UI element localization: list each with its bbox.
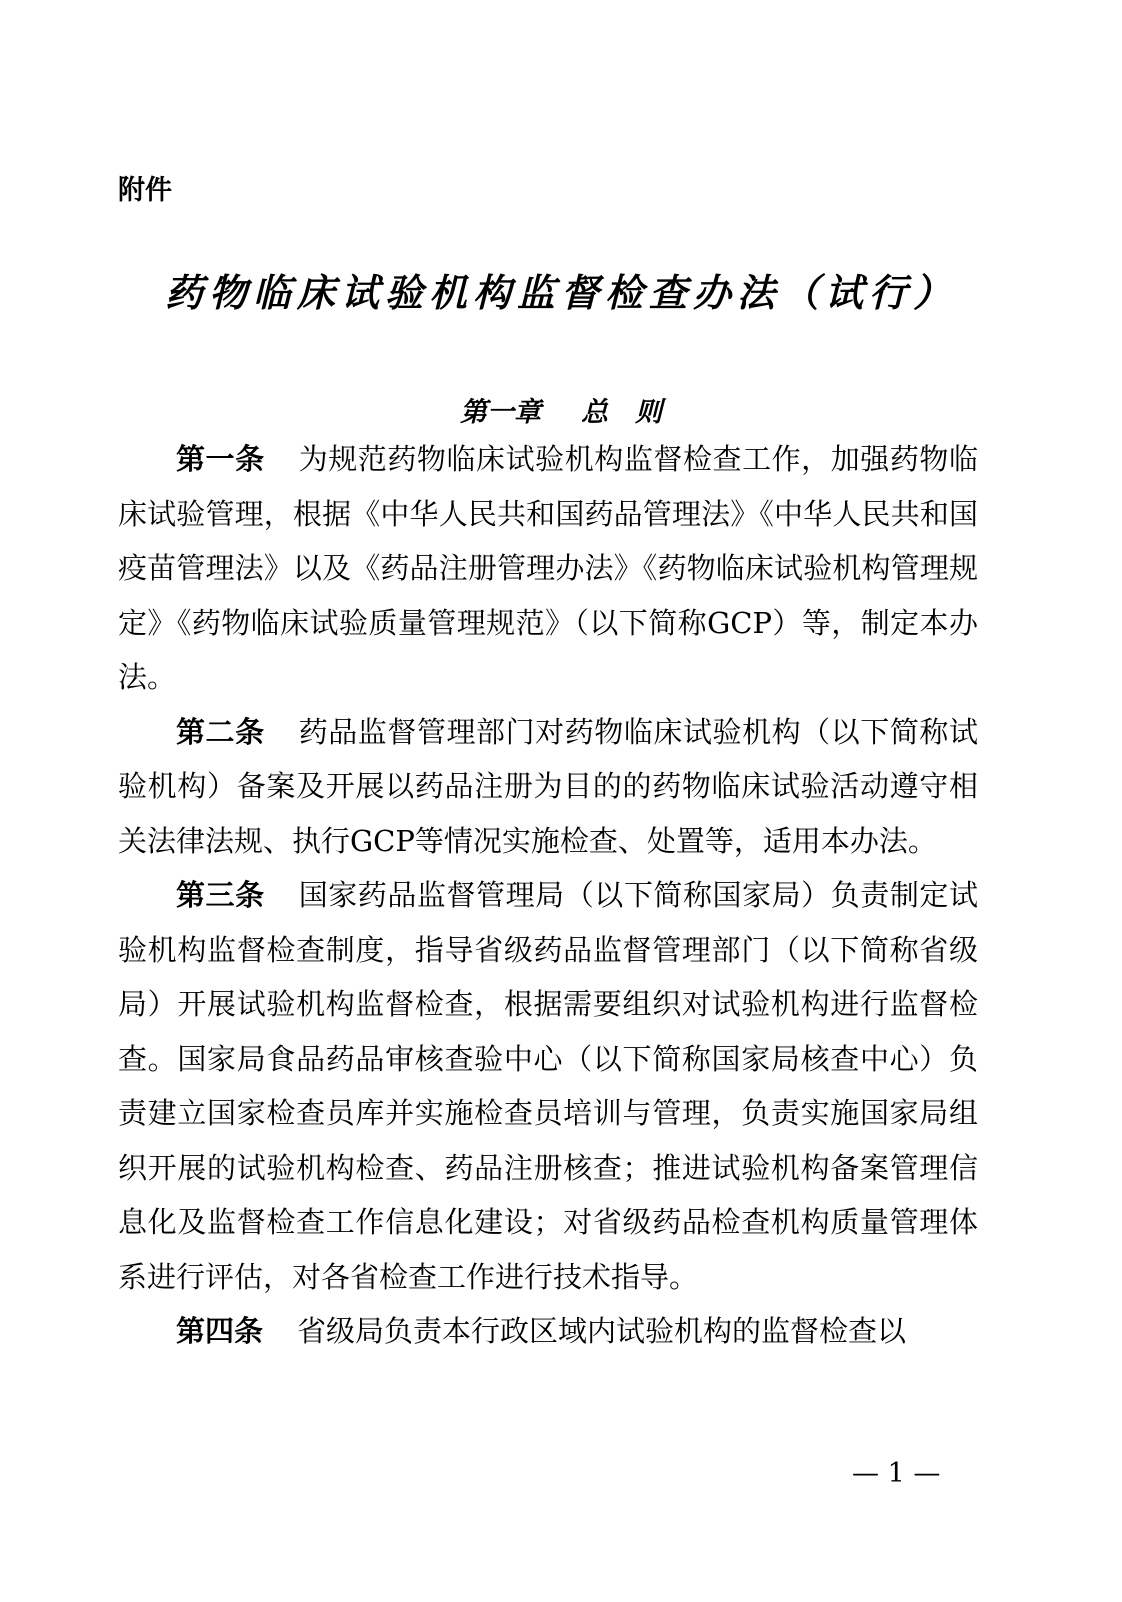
article-label: 第四条: [176, 1314, 264, 1348]
chapter-heading: [0, 390, 1122, 429]
chapter-name: 总 则: [581, 397, 662, 428]
document-body: [118, 432, 978, 1359]
article-2: [118, 705, 978, 869]
article-1: [118, 432, 978, 705]
document-title: 药物临床试验机构监督检查办法（试行）: [164, 270, 957, 315]
article-text: 药品监督管理部门对药物临床试验机构（以下简称试验机构）备案及开展以药品注册为目的的药物临床试验活动遵守相关法律法规、执行GCP等情况实施检查、处置等，适用本办法。: [118, 714, 978, 858]
article-label: 第一条: [176, 442, 265, 476]
article-label: 第三条: [176, 878, 265, 912]
article-3: [118, 868, 978, 1304]
article-label: 第二条: [176, 714, 265, 749]
article-text: 省级局负责本行政区域内试验机构的监督检查以: [297, 1314, 907, 1348]
article-text: 国家药品监督管理局（以下简称国家局）负责制定试验机构监督检查制度，指导省级药品监督管理部门（以下简称省级局）开展试验机构监督检查，根据需要组织对试验机构进行监督检查。国家局食品药品审核查验中心（以下简称国家局核查中心）负责建立国家检查员库并实施检查员培训与管理，负责实施国家局组织开展的试验机构检查、药品注册核查；推进试验机构备案管理信息化及监督检查工作信息化建设；对省级药品检查机构质量管理体系进行评估，对各省检查工作进行技术指导。: [118, 878, 978, 1294]
article-text: 为规范药物临床试验机构监督检查工作，加强药物临床试验管理，根据《中华人民共和国药品管理法》《中华人民共和国疫苗管理法》以及《药品注册管理办法》《药物临床试验机构管理规定》《药物临床试验质量管理规范》（以下简称GCP）等，制定本办法。: [118, 442, 978, 694]
article-4: [118, 1304, 978, 1359]
attachment-label: 附件: [118, 175, 172, 206]
chapter-number: 第一章: [460, 397, 541, 428]
page-number: — 1 —: [852, 1458, 941, 1489]
